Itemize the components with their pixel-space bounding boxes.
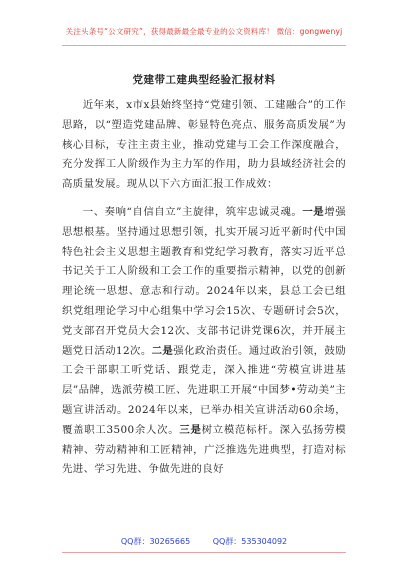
section1-kw1-text: 增强思想根基 <box>62 205 346 238</box>
section1-text2: 。通过政治引领，鼓励工会干部职工听党话、跟党走，深入推进“劳模宣讲进基层”品牌，选派劳模工匠、先进职工开展“中国梦•劳动美”主题宣讲活动。2024年以来，已举办相关宣讲活动60余场，覆盖职工3500余人次。 <box>62 344 347 436</box>
footer-divider <box>62 552 346 553</box>
section1-text1: 。坚持通过思想引领，扎实开展习近平新时代中国特色社会主义思想主题教育和党纪学习教育，落实习近平总书记关于工人阶级和工会工作的重要指示精神，以党的创新理论统一思想、意志和行动。2024年以来，县总工会已组织党组理论学习中心组集中学习会15次、专题研讨会5次，党支部召开党员大会12次、支部书记讲党课6次，并开展主题党日活动12次。 <box>62 225 346 357</box>
section1-kw2: 二是 <box>151 344 174 357</box>
footer-qq-group-2: QQ群：535304092 <box>212 537 288 546</box>
section1-lead: 一、奏响“自信自立”主旋律，筑牢忠诚灵魂。 <box>82 205 303 218</box>
section1-kw1: 一是 <box>302 205 325 218</box>
footer-qq-group-1: QQ群：30265665 <box>120 537 191 546</box>
section1-kw3-text: 树立模范标杆 <box>201 423 269 436</box>
document-title: 党建带工建典型经验汇报材料 <box>132 74 276 86</box>
section1-kw2-text: 强化政治责任 <box>173 344 239 357</box>
section1-paragraph <box>62 203 346 480</box>
footer-contact <box>0 536 408 547</box>
intro-paragraph: 近年来，x市x县始终坚持“党建引领、工建融合”的工作思路，以“塑造党建品牌、彰显特色亮点、服务高质发展”为核心目标，专注主责主业，推动党建与工会工作深度融合，充分发挥工人阶级作为主力军的作用，助力县域经济社会的高质量发展。现从以下六方面汇报工作成效： <box>62 99 346 191</box>
section1-text3: 。深入弘扬劳模精神、劳动精神和工匠精神，广泛推选先进典型，打造对标先进、学习先进、争做先进的良好 <box>62 423 346 476</box>
header-divider <box>62 45 346 46</box>
document-body <box>62 96 346 480</box>
header-watermark: 关注头条号“公文研究”，获得最新最全最专业的公文资料库！ 微信：gongwenyj <box>65 27 343 36</box>
section1-kw3: 三是 <box>179 423 202 436</box>
